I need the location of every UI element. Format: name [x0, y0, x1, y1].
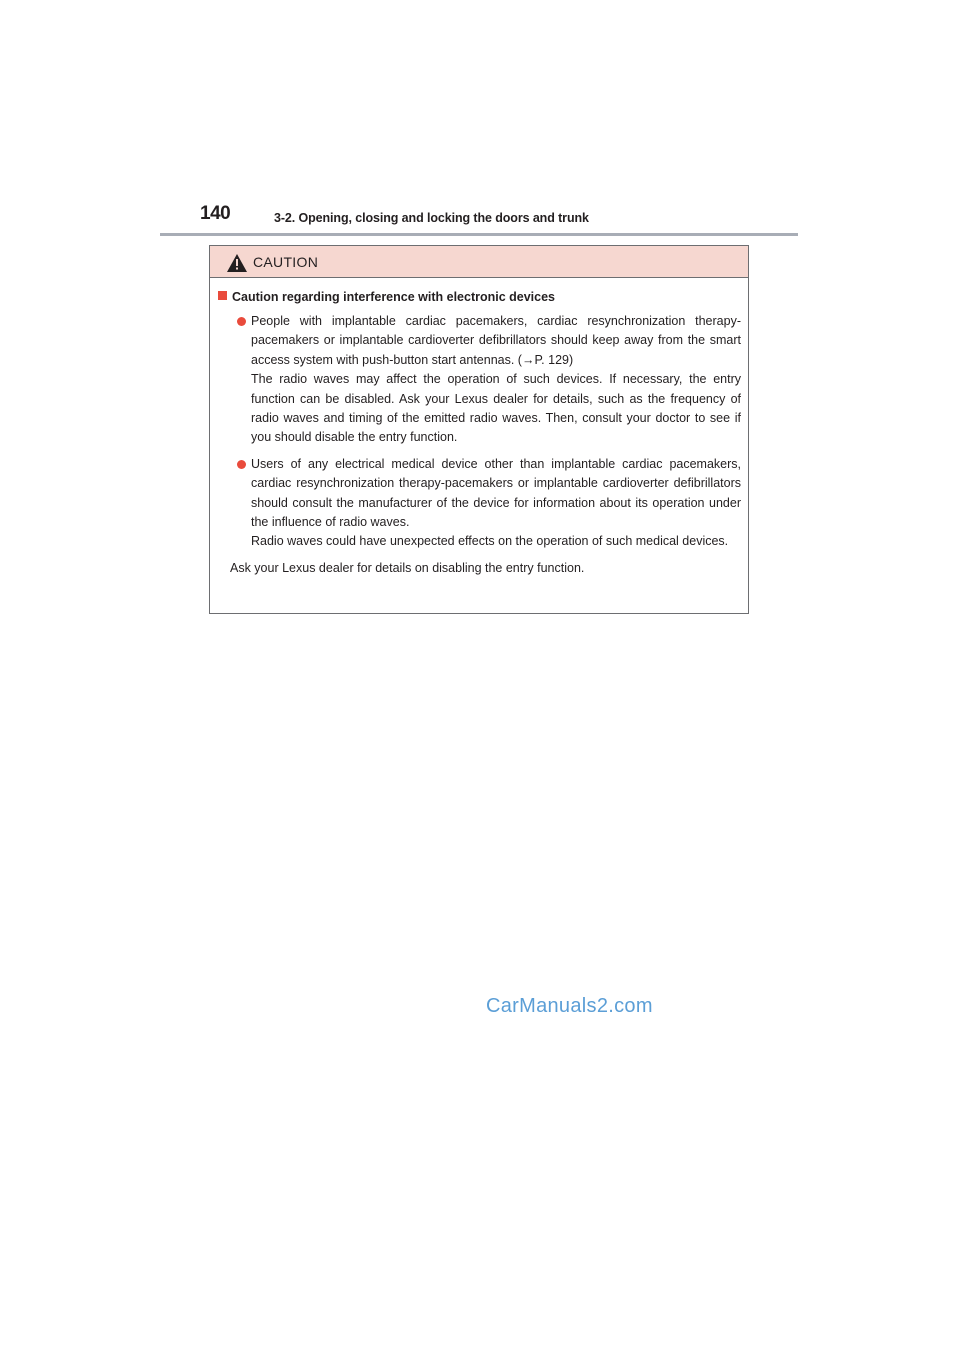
caution-body	[210, 278, 748, 578]
page-number: 140	[200, 203, 231, 224]
round-bullet-icon	[237, 317, 246, 326]
caution-box	[209, 245, 749, 614]
header-divider	[160, 233, 798, 236]
bullet-paragraph: Users of any electrical medical device other than implantable cardiac pacemakers, cardiac resynchronization therapy-pacemakers or implantable cardioverter defibrillators should consult the manufacturer of the device for information about its operation under the influence of radio waves.	[251, 456, 741, 530]
square-bullet-icon	[218, 291, 227, 300]
caution-topic	[218, 290, 741, 304]
watermark-link[interactable]: CarManuals2.com	[486, 995, 653, 1017]
bullet-paragraph: People with implantable cardiac pacemakers, cardiac resynchronization therapy-pacemakers or implantable cardioverter defibrillators should keep away from the smart access system with push-button start antennas. (→P. 129)	[251, 314, 741, 367]
caution-topic-text: Caution regarding interference with electronic devices	[232, 290, 556, 304]
caution-label: CAUTION	[253, 254, 319, 270]
section-title: 3-2. Opening, closing and locking the doors and trunk	[274, 211, 589, 225]
caution-note: Ask your Lexus dealer for details on disabling the entry function.	[230, 560, 585, 575]
bullet-paragraph: The radio waves may affect the operation of such devices. If necessary, the entry function can be disabled. Ask your Lexus dealer for details, such as the frequency of radio waves and timing of the emitted radio waves. Then, consult your doctor to see if you should disable the entry function.	[251, 372, 741, 445]
caution-header	[210, 246, 748, 278]
bullet-paragraph: Radio waves could have unexpected effects on the operation of such medical devices.	[251, 534, 729, 549]
round-bullet-icon	[237, 460, 246, 469]
list-item	[218, 312, 741, 448]
page-header	[160, 203, 798, 233]
warning-triangle-icon	[227, 254, 247, 272]
list-item	[218, 455, 741, 552]
